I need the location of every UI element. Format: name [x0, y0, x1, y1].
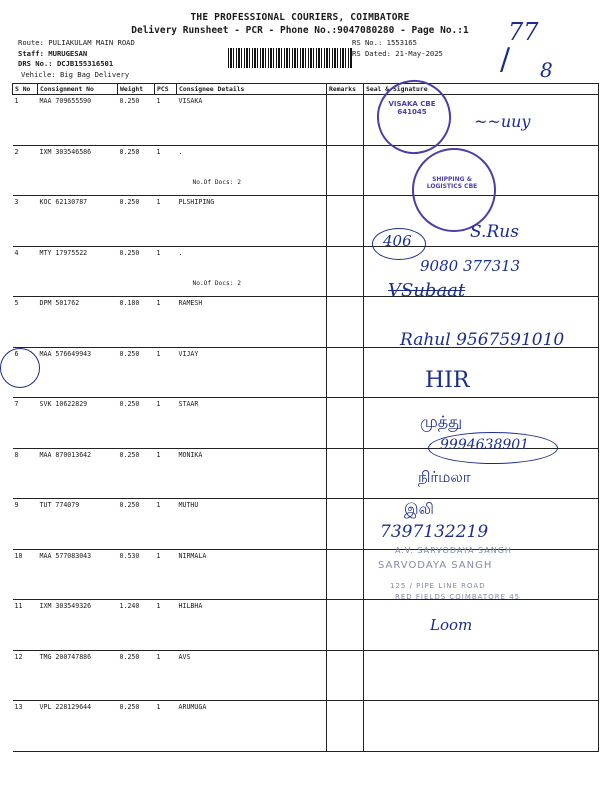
- cell-consignment: [38, 499, 118, 550]
- cell-sno-text: 2: [14, 147, 19, 156]
- cell-consignee: [177, 347, 327, 398]
- cell-weight: [118, 600, 155, 651]
- cell-sno: [13, 145, 38, 196]
- cell-sno-text: 9: [14, 501, 19, 509]
- route-line: Route: PULIAKULAM MAIN ROAD: [18, 38, 135, 47]
- cell-pcs: [155, 398, 177, 449]
- cell-consignment: [38, 347, 118, 398]
- header-signature: Seal & Signature: [364, 84, 599, 95]
- cell-consignment-text: MTY 17975522: [39, 248, 88, 257]
- cell-remarks: [327, 600, 364, 651]
- stamp-shipping-text: SHIPPING & LOGISTICS CBE: [426, 176, 478, 190]
- cell-pcs: [155, 95, 177, 146]
- stamp-avs-line2: SARVODAYA SANGH: [378, 560, 493, 571]
- phone-row9: 9994638901: [440, 437, 530, 453]
- cell-sno-text: 6: [14, 349, 19, 358]
- cell-weight-text: 0.530: [119, 551, 140, 560]
- docs-count: No.Of Docs: 2: [192, 178, 241, 186]
- cell-consignment: [38, 549, 118, 600]
- cell-pcs: [155, 448, 177, 499]
- cell-remarks: [327, 246, 364, 297]
- cell-pcs-text: 1: [156, 147, 161, 156]
- signature-row6: VSubaat: [388, 280, 466, 301]
- cell-consignee: [177, 145, 327, 196]
- cell-weight-text: 0.250: [119, 400, 140, 408]
- cell-consignee-text: VIJAY: [178, 349, 199, 358]
- table-row: [13, 549, 599, 600]
- cell-weight-text: 0.250: [119, 97, 140, 105]
- signature-row2: ~~uuy: [474, 112, 531, 131]
- phone-row6: 9080 377313: [420, 257, 521, 275]
- signature-row7: Rahul 9567591010: [400, 330, 565, 350]
- handwritten-slash: /: [500, 42, 511, 77]
- cell-pcs-text: 1: [156, 198, 161, 206]
- table-row: [13, 600, 599, 651]
- table-row: [13, 650, 599, 701]
- header-sno: S No: [13, 84, 38, 95]
- cell-weight-text: 0.250: [119, 198, 140, 206]
- rs-date: RS Dated: 21-May-2025: [352, 48, 443, 58]
- signature-row11: இலி: [404, 500, 434, 518]
- cell-weight: [118, 650, 155, 701]
- cell-consignee: [177, 246, 327, 297]
- cell-consignment-text: SVK 10622829: [39, 400, 88, 408]
- cell-remarks: [327, 347, 364, 398]
- cell-consignee-text: .: [178, 147, 183, 156]
- cell-weight-text: 0.250: [119, 349, 140, 358]
- cell-signature: [364, 650, 599, 701]
- cell-pcs-text: 1: [156, 349, 161, 358]
- cell-remarks: [327, 196, 364, 247]
- cell-weight: [118, 499, 155, 550]
- cell-sno-text: 3: [14, 198, 19, 206]
- cell-remarks: [327, 297, 364, 348]
- cell-pcs: [155, 701, 177, 752]
- cell-consignment-text: MAA 576649943: [39, 349, 92, 358]
- cell-pcs-text: 1: [156, 602, 161, 610]
- cell-consignment: [38, 297, 118, 348]
- drs-line: DRS No.: DCJB155316501: [18, 59, 114, 68]
- cell-pcs-text: 1: [156, 400, 161, 408]
- barcode: [228, 48, 352, 68]
- cell-weight-text: 0.250: [119, 703, 140, 711]
- cell-remarks: [327, 499, 364, 550]
- table-row: [13, 145, 599, 196]
- cell-consignee: [177, 196, 327, 247]
- cell-pcs-text: 1: [156, 703, 161, 711]
- cell-consignment: [38, 95, 118, 146]
- cell-signature: [364, 549, 599, 600]
- cell-weight: [118, 246, 155, 297]
- cell-weight: [118, 297, 155, 348]
- cell-sno-text: 10: [14, 551, 23, 560]
- cell-sno-text: 7: [14, 400, 19, 408]
- cell-consignee-text: MUTHU: [178, 501, 199, 509]
- cell-consignment-text: KOC 62130787: [39, 198, 88, 206]
- cell-consignee: [177, 448, 327, 499]
- cell-remarks: [327, 398, 364, 449]
- header-remarks: Remarks: [327, 84, 364, 95]
- cell-consignment: [38, 398, 118, 449]
- cell-consignment-text: MAA 577083043: [39, 551, 92, 560]
- cell-sno-text: 5: [14, 299, 19, 307]
- cell-pcs: [155, 650, 177, 701]
- phone-row11: 7397132219: [380, 522, 489, 542]
- cell-remarks: [327, 448, 364, 499]
- handwritten-count-bottom: 8: [540, 58, 553, 82]
- cell-consignee-text: RAMESH: [178, 299, 203, 307]
- handwritten-406: 406: [383, 232, 412, 250]
- cell-sno-text: 11: [14, 602, 23, 610]
- signature-row10: நிர்மலா: [418, 468, 471, 486]
- cell-pcs: [155, 347, 177, 398]
- signature-row5: S.Rus: [470, 222, 519, 242]
- cell-consignee-text: .: [178, 248, 183, 257]
- cell-pcs-text: 1: [156, 501, 161, 509]
- cell-sno-text: 1: [14, 97, 19, 105]
- rs-number: RS No.: 1553165: [352, 38, 417, 47]
- cell-pcs-text: 1: [156, 551, 161, 560]
- cell-consignee: [177, 398, 327, 449]
- stamp-shipping: [412, 148, 496, 232]
- cell-consignment-text: VPL 228129644: [39, 703, 92, 711]
- cell-pcs: [155, 297, 177, 348]
- cell-consignee-text: VISAKA: [178, 97, 203, 105]
- cell-consignee-text: PLSHIPING: [178, 198, 215, 206]
- cell-consignment-text: IXM 303549326: [39, 602, 92, 610]
- cell-sno: [13, 650, 38, 701]
- cell-consignee-text: NIRMALA: [178, 551, 207, 560]
- cell-weight: [118, 196, 155, 247]
- cell-consignee: [177, 600, 327, 651]
- cell-consignee: [177, 297, 327, 348]
- header-pcs: PCS: [155, 84, 177, 95]
- signature-row13: Loom: [430, 616, 473, 634]
- cell-remarks: [327, 549, 364, 600]
- cell-sno: [13, 549, 38, 600]
- cell-pcs: [155, 196, 177, 247]
- signature-row9: முத்து: [420, 412, 463, 431]
- cell-consignment-text: MAA 870013642: [39, 450, 92, 459]
- cell-weight: [118, 145, 155, 196]
- cell-pcs-text: 1: [156, 299, 161, 307]
- circle-ink-row8: [0, 348, 40, 388]
- cell-weight-text: 0.180: [119, 299, 140, 307]
- cell-weight-text: 0.250: [119, 147, 140, 156]
- cell-sno-text: 12: [14, 652, 23, 661]
- header-consignee: Consignee Details: [177, 84, 327, 95]
- cell-sno: [13, 448, 38, 499]
- cell-consignment-text: IXM 303546586: [39, 147, 92, 156]
- meta-left: [18, 38, 135, 80]
- cell-pcs: [155, 499, 177, 550]
- cell-pcs-text: 1: [156, 652, 161, 661]
- cell-consignee-text: AVS: [178, 652, 191, 661]
- cell-weight-text: 0.250: [119, 248, 140, 257]
- docs-count: No.Of Docs: 2: [192, 279, 241, 287]
- cell-consignment: [38, 701, 118, 752]
- cell-signature: [364, 347, 599, 398]
- cell-consignment-text: TMG 200747886: [39, 652, 92, 661]
- cell-sno-text: 8: [14, 450, 19, 459]
- cell-consignee-text: STAAR: [178, 400, 199, 408]
- cell-pcs-text: 1: [156, 248, 161, 257]
- table-row: [13, 701, 599, 752]
- cell-consignee: [177, 549, 327, 600]
- cell-sno: [13, 499, 38, 550]
- cell-sno-text: 13: [14, 703, 23, 711]
- vehicle-line: Vehicle: Big Bag Delivery: [21, 69, 130, 79]
- cell-consignment-text: MAA 709655590: [39, 97, 92, 105]
- stamp-avs-line3: 125 / PIPE LINE ROAD: [390, 582, 486, 590]
- cell-consignee: [177, 499, 327, 550]
- cell-weight: [118, 95, 155, 146]
- cell-consignee-text: HILBHA: [178, 602, 203, 610]
- document-subtitle: Delivery Runsheet - PCR - Phone No.:9047080280 - Page No.:1: [131, 25, 469, 36]
- table-row: [13, 499, 599, 550]
- cell-sno: [13, 398, 38, 449]
- cell-consignment: [38, 650, 118, 701]
- table-row: [13, 347, 599, 398]
- cell-consignment-text: DPM 501762: [39, 299, 80, 307]
- cell-weight: [118, 398, 155, 449]
- cell-weight-text: 1.240: [119, 602, 140, 610]
- cell-pcs: [155, 246, 177, 297]
- cell-pcs: [155, 600, 177, 651]
- cell-signature: [364, 600, 599, 651]
- cell-remarks: [327, 95, 364, 146]
- header-consignment: Consignment No: [38, 84, 118, 95]
- cell-sno: [13, 196, 38, 247]
- cell-consignment-text: TUT 774079: [39, 501, 80, 509]
- cell-sno: [13, 600, 38, 651]
- cell-weight: [118, 701, 155, 752]
- cell-sno-text: 4: [14, 248, 19, 257]
- cell-consignee: [177, 701, 327, 752]
- cell-weight: [118, 347, 155, 398]
- signature-row8: HIR: [425, 368, 470, 393]
- staff-line: Staff: MURUGESAN: [18, 48, 88, 58]
- cell-remarks: [327, 650, 364, 701]
- cell-consignment: [38, 246, 118, 297]
- cell-weight-text: 0.250: [119, 450, 140, 459]
- cell-pcs: [155, 145, 177, 196]
- cell-remarks: [327, 145, 364, 196]
- header-weight: Weight: [118, 84, 155, 95]
- document-title: THE PROFESSIONAL COURIERS, COIMBATORE: [190, 12, 410, 23]
- cell-sno: [13, 701, 38, 752]
- runsheet-table: [12, 83, 599, 752]
- cell-remarks: [327, 701, 364, 752]
- cell-consignee-text: MONIKA: [178, 450, 203, 459]
- cell-pcs: [155, 549, 177, 600]
- cell-signature: [364, 701, 599, 752]
- cell-sno: [13, 297, 38, 348]
- stamp-avs-line1: A.V. SARVODAYA SANGH: [395, 546, 512, 555]
- stamp-avs-line4: RED FIELDS COIMBATORE 45: [395, 593, 521, 601]
- cell-consignment: [38, 196, 118, 247]
- cell-weight-text: 0.250: [119, 501, 140, 509]
- cell-consignment: [38, 600, 118, 651]
- cell-sno: [13, 95, 38, 146]
- cell-weight: [118, 549, 155, 600]
- cell-sno: [13, 246, 38, 297]
- cell-consignee: [177, 650, 327, 701]
- cell-consignee-text: ARUMUGA: [178, 703, 207, 711]
- table-header-row: [13, 84, 599, 95]
- cell-consignment: [38, 448, 118, 499]
- cell-pcs-text: 1: [156, 97, 161, 105]
- stamp-visaka-text: VISAKA CBE 641045: [388, 100, 436, 116]
- meta-right: [352, 38, 443, 59]
- cell-consignee: [177, 95, 327, 146]
- cell-pcs-text: 1: [156, 450, 161, 459]
- cell-weight-text: 0.250: [119, 652, 140, 661]
- cell-weight: [118, 448, 155, 499]
- cell-consignment: [38, 145, 118, 196]
- handwritten-count-top: 77: [508, 18, 539, 46]
